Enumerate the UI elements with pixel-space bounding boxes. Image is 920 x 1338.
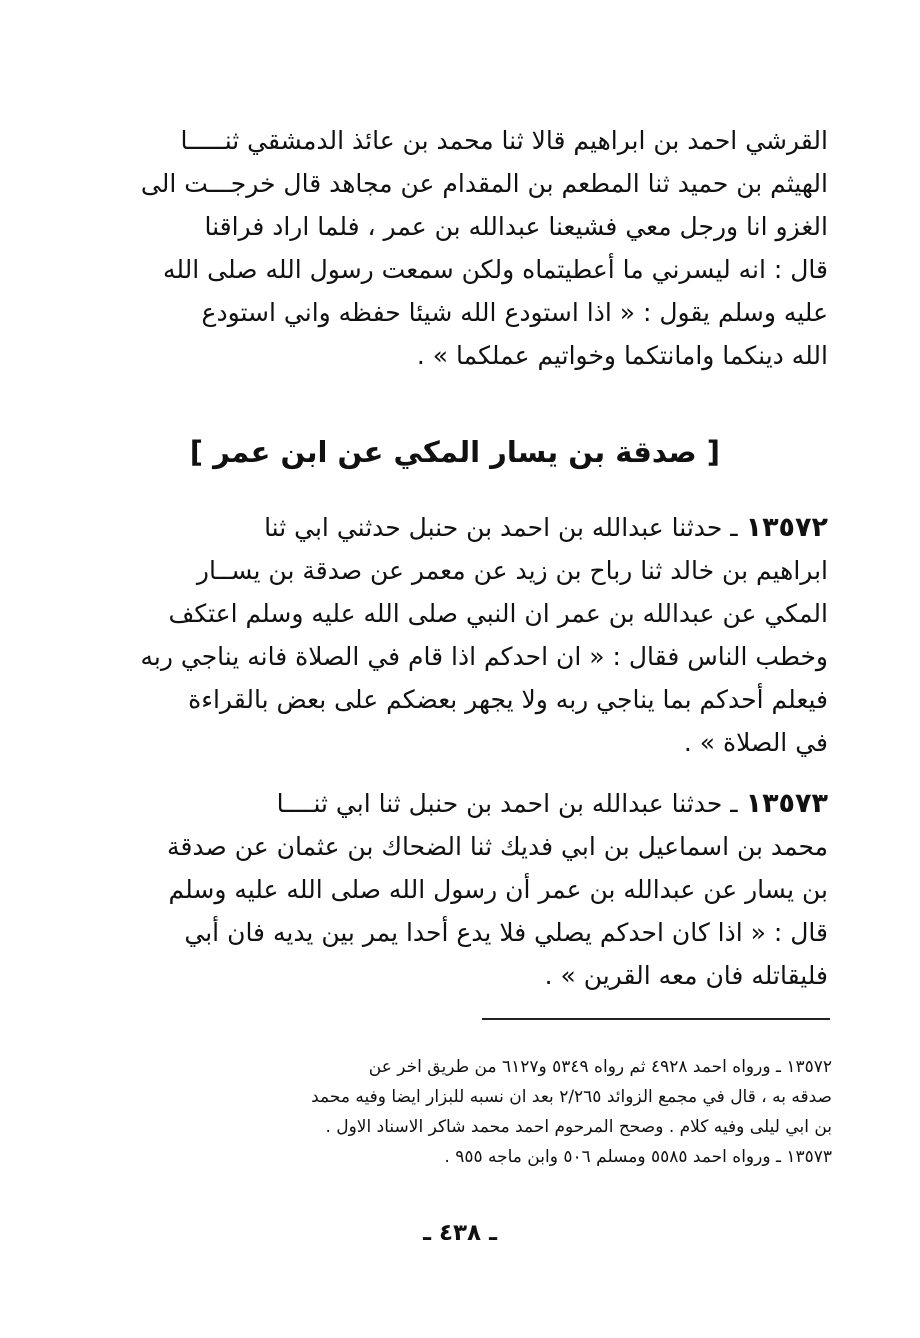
text-line: بن يسار عن عبدالله بن عمر أن رسول الله صلى الله عليه وسلم — [168, 875, 828, 904]
footnote-divider — [482, 1018, 830, 1020]
text-line: في الصلاة » . — [683, 728, 828, 757]
hadith-number: ١٣٥٧٣ — [745, 788, 828, 819]
footnote-line: بن ابي ليلى وفيه كلام . وصحح المرحوم احمد محمد شاكر الاسناد الاول . — [325, 1117, 832, 1137]
hadith-number: ١٣٥٧٢ — [745, 512, 828, 543]
text-line: وخطب الناس فقال : « ان احدكم اذا قام في الصلاة فانه يناجي ربه — [140, 642, 828, 671]
text-line: المكي عن عبدالله بن عمر ان النبي صلى الله عليه وسلم اعتكف — [168, 599, 828, 628]
text-line: فليقاتله فان معه القرين » . — [544, 961, 828, 990]
footnotes — [128, 1052, 832, 1172]
hadith-13573 — [128, 782, 828, 997]
footnote-line: صدقه به ، قال في مجمع الزوائد ٢/٢٦٥ بعد ان نسبه للبزار ايضا وفيه محمد — [311, 1087, 832, 1107]
text-line: ابراهيم بن خالد ثنا رباح بن زيد عن معمر عن صدقة بن يســار — [196, 556, 828, 585]
text-line — [128, 782, 828, 825]
paragraph-continued — [128, 119, 828, 377]
text-line — [128, 506, 828, 549]
text-line: القرشي احمد بن ابراهيم قالا ثنا محمد بن عائذ الدمشقي ثنـــــا — [180, 126, 828, 155]
hadith-13572 — [128, 506, 828, 764]
text-line: الغزو انا ورجل معي فشيعنا عبدالله بن عمر ، فلما اراد فراقنا — [204, 212, 828, 241]
text-line-rest: ـ حدثنا عبدالله بن احمد بن حنبل ثنا ابي ثنــــا — [276, 789, 738, 818]
text-line-rest: ـ حدثنا عبدالله بن احمد بن حنبل حدثني ابي ثنا — [264, 513, 738, 542]
page-number: ـ ٤٣٨ ـ — [423, 1220, 497, 1246]
text-line: عليه وسلم يقول : « اذا استودع الله شيئا حفظه واني استودع — [201, 298, 828, 327]
section-heading: [ صدقة بن يسار المكي عن ابن عمر ] — [189, 435, 720, 469]
text-line: قال : « اذا كان احدكم يصلي فلا يدع أحدا يمر بين يديه فان أبي — [184, 918, 828, 947]
text-line: محمد بن اسماعيل بن ابي فديك ثنا الضحاك بن عثمان عن صدقة — [167, 832, 828, 861]
footnote-line: ١٣٥٧٢ ـ ورواه احمد ٤٩٢٨ ثم رواه ٥٣٤٩ و٦١٢٧ من طريق اخر عن — [368, 1057, 832, 1077]
text-line: الله دينكما وامانتكما وخواتيم عملكما » . — [416, 341, 828, 370]
text-line: قال : انه ليسرني ما أعطيتماه ولكن سمعت رسول الله صلى الله — [162, 255, 828, 284]
footnote-line: ١٣٥٧٣ ـ ورواه احمد ٥٥٨٥ ومسلم ٥٠٦ وابن ماجه ٩٥٥ . — [444, 1147, 832, 1167]
text-line: الهيثم بن حميد ثنا المطعم بن المقدام عن مجاهد قال خرجـــت الى — [140, 169, 828, 198]
text-line: فيعلم أحدكم بما يناجي ربه ولا يجهر بعضكم على بعض بالقراءة — [188, 685, 828, 714]
